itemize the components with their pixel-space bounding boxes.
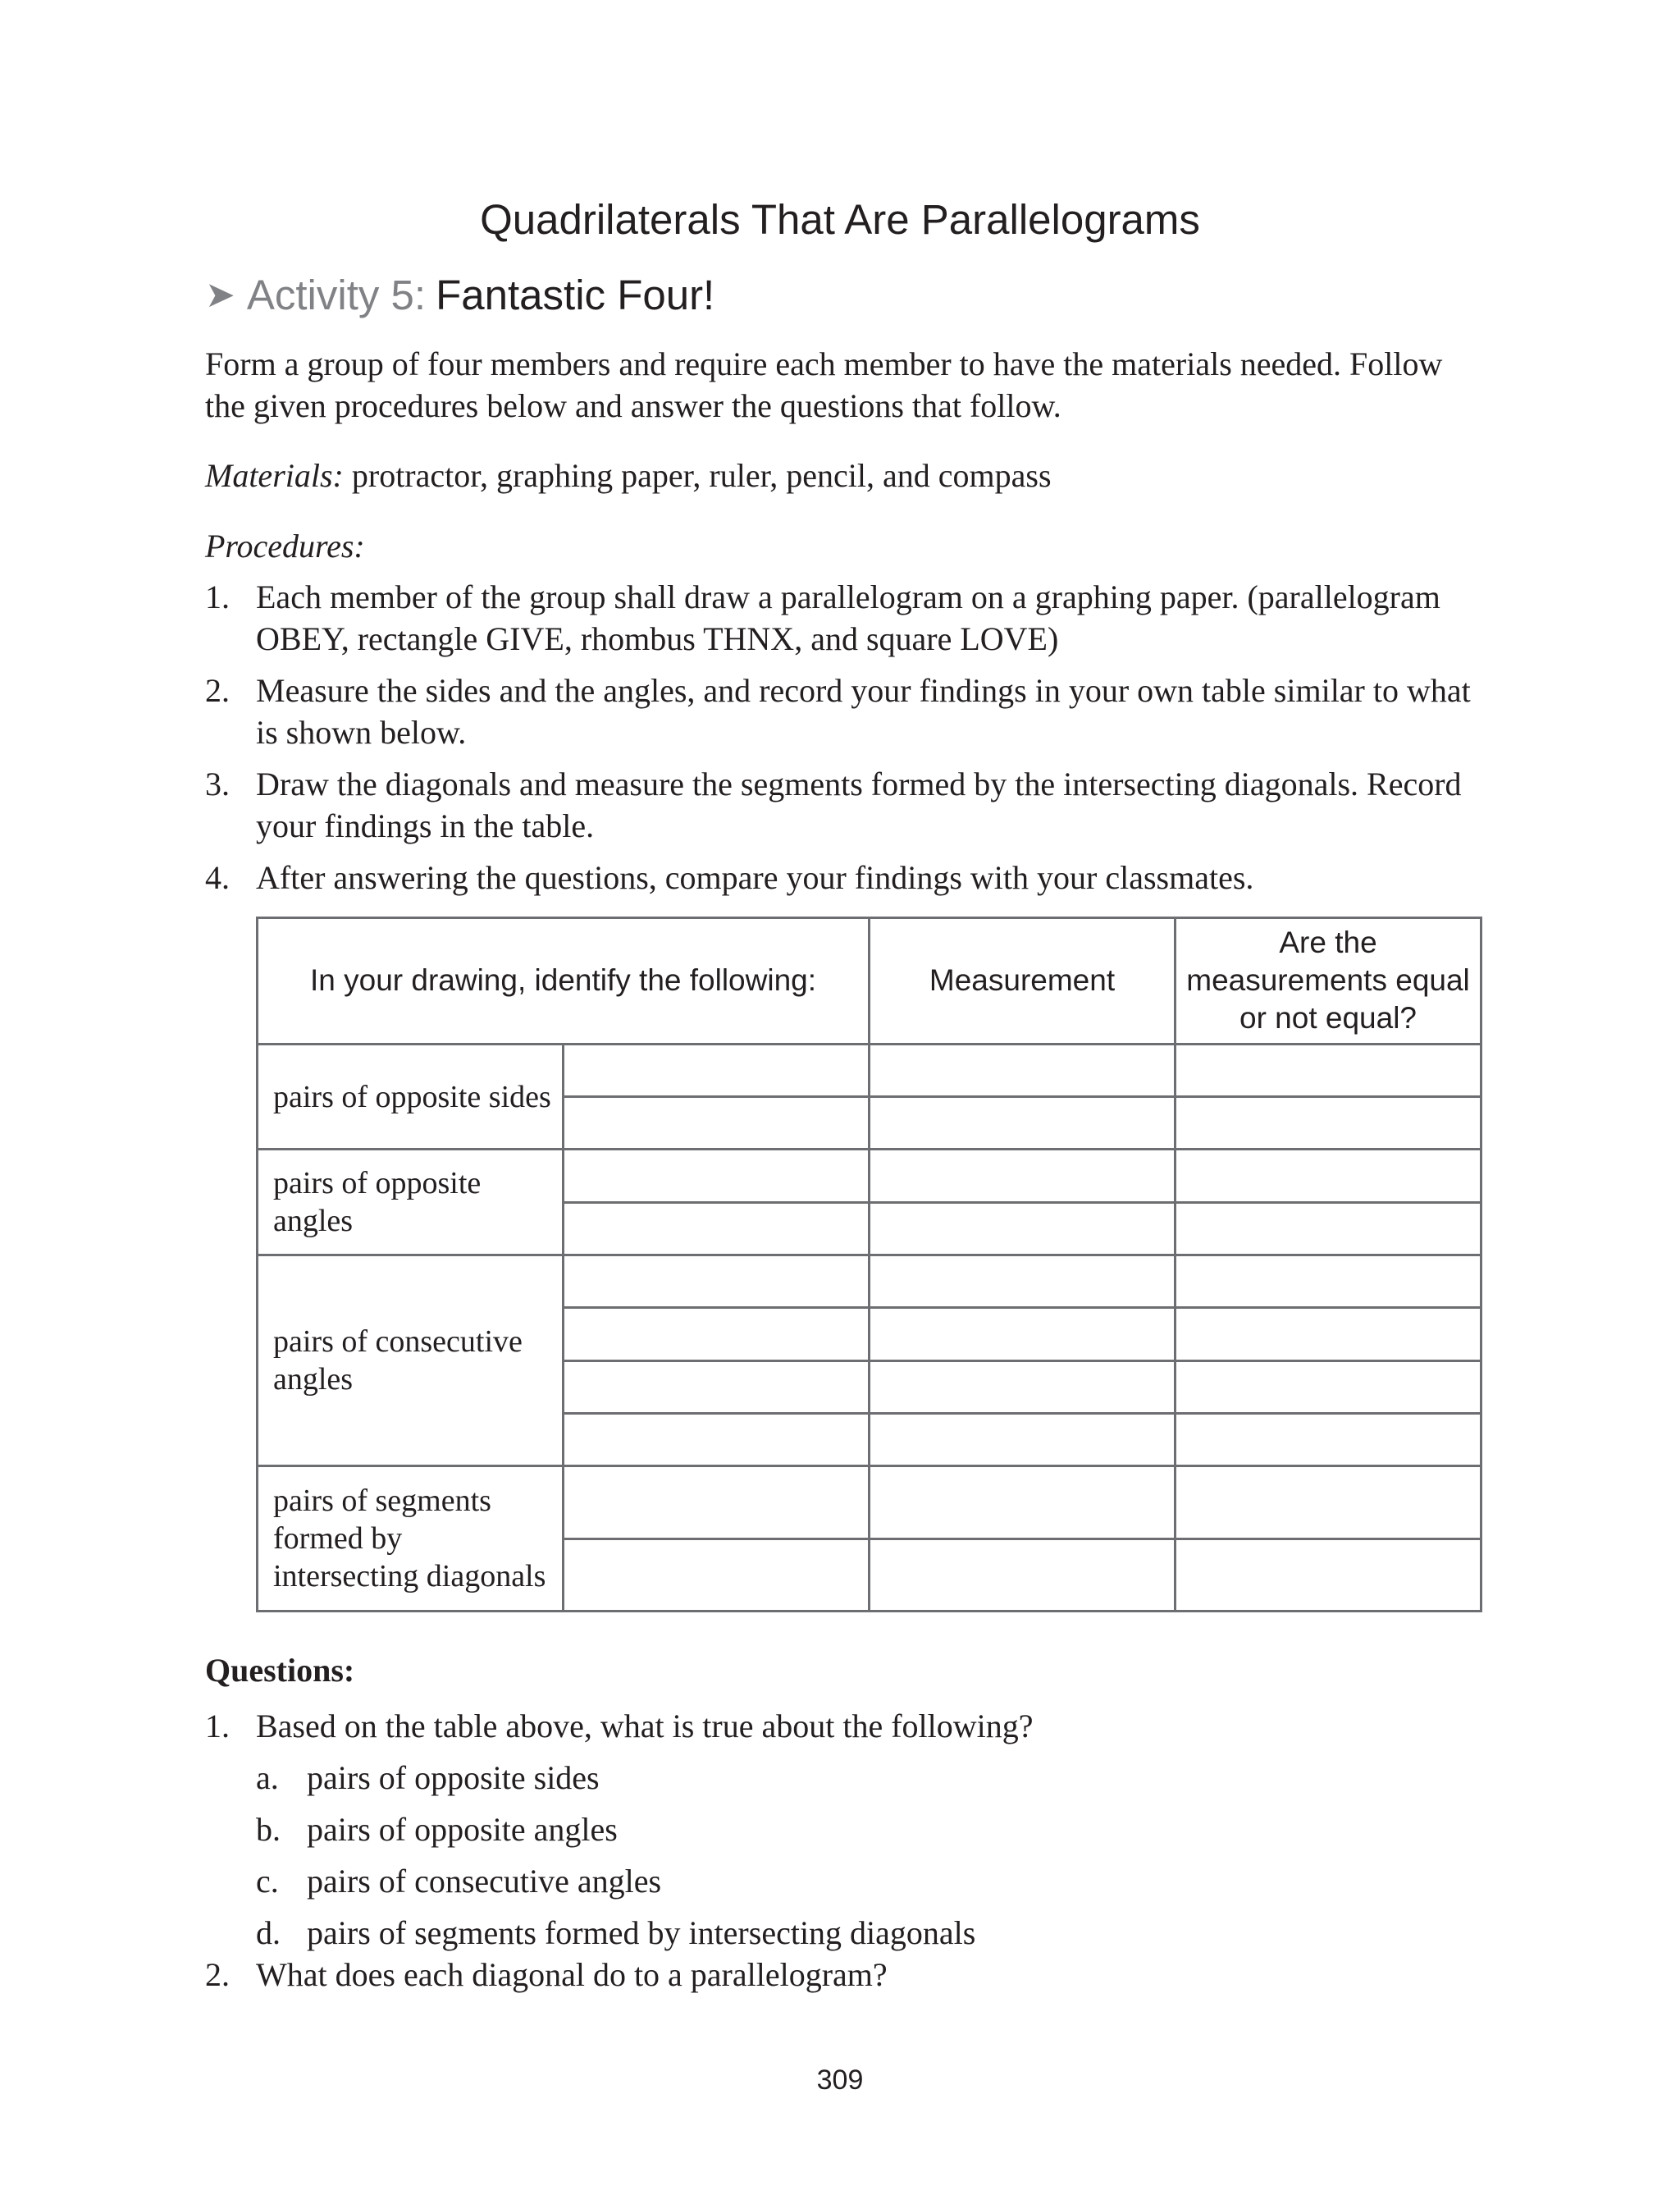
sub-question (256, 1808, 1485, 1850)
procedure-text: Draw the diagonals and measure the segments formed by the intersecting diagonals. Record your findings in the table. (256, 766, 1462, 844)
header-measurement: Measurement (870, 918, 1176, 1045)
row-label-opposite-angles: pairs of opposite angles (258, 1150, 564, 1255)
procedures-list (205, 576, 1485, 908)
measurement-cell[interactable] (870, 1202, 1176, 1255)
sub-question-letter: d. (256, 1914, 281, 1951)
activity-name: Fantastic Four! (436, 272, 715, 318)
equal-cell[interactable] (1176, 1097, 1481, 1150)
header-identify: In your drawing, identify the following: (258, 918, 870, 1045)
materials-line (205, 455, 1485, 496)
table-cell[interactable] (564, 1097, 870, 1150)
equal-cell[interactable] (1176, 1044, 1481, 1096)
procedure-text: Measure the sides and the angles, and record your findings in your own table similar to what is shown below. (256, 672, 1471, 751)
materials-text: protractor, graphing paper, ruler, pencil, and compass (351, 457, 1052, 494)
question-text: What does each diagonal do to a parallelogram? (256, 1956, 888, 1993)
question-number: 1. (205, 1708, 230, 1744)
procedure-number: 1. (205, 578, 230, 615)
table-cell[interactable] (564, 1044, 870, 1096)
measurement-cell[interactable] (870, 1413, 1176, 1465)
table-cell[interactable] (564, 1308, 870, 1360)
procedure-number: 3. (205, 766, 230, 802)
row-label-opposite-sides: pairs of opposite sides (258, 1044, 564, 1150)
sub-question-list (256, 1757, 1485, 1954)
equal-cell[interactable] (1176, 1538, 1481, 1612)
table-cell[interactable] (564, 1150, 870, 1202)
findings-table (256, 917, 1482, 1612)
table-cell[interactable] (564, 1255, 870, 1307)
activity-label: Activity 5: (246, 272, 427, 318)
measurement-cell[interactable] (870, 1150, 1176, 1202)
row-label-diagonal-segments: pairs of segments formed by intersecting diagonals (258, 1466, 564, 1612)
question-number: 2. (205, 1956, 230, 1993)
equal-cell[interactable] (1176, 1413, 1481, 1465)
procedure-number: 4. (205, 859, 230, 896)
equal-cell[interactable] (1176, 1202, 1481, 1255)
intro-paragraph: Form a group of four members and require each member to have the materials needed. Follow the given procedures below and answer the questions that follow. (205, 345, 1443, 424)
table-cell[interactable] (564, 1413, 870, 1465)
sub-question-text: pairs of segments formed by intersecting diagonals (307, 1914, 976, 1951)
sub-question-text: pairs of consecutive angles (307, 1863, 662, 1900)
sub-question-letter: a. (256, 1759, 279, 1796)
table-cell[interactable] (564, 1538, 870, 1612)
procedure-item (205, 763, 1485, 847)
sub-question-text: pairs of opposite sides (307, 1759, 600, 1796)
question-item (205, 1954, 1485, 1996)
measurement-cell[interactable] (870, 1538, 1176, 1612)
procedures-label: Procedures: (205, 528, 365, 565)
measurement-cell[interactable] (870, 1044, 1176, 1096)
activity-heading (205, 271, 714, 319)
question-item (205, 1705, 1485, 1954)
measurement-cell[interactable] (870, 1097, 1176, 1150)
question-text: Based on the table above, what is true about the following? (256, 1708, 1034, 1744)
page-title: Quadrilaterals That Are Parallelograms (480, 196, 1200, 243)
table-cell[interactable] (564, 1466, 870, 1538)
sub-question-text: pairs of opposite angles (307, 1811, 618, 1848)
questions-list (205, 1705, 1485, 2005)
equal-cell[interactable] (1176, 1255, 1481, 1307)
sub-question-letter: b. (256, 1811, 281, 1848)
measurement-cell[interactable] (870, 1255, 1176, 1307)
equal-cell[interactable] (1176, 1466, 1481, 1538)
equal-cell[interactable] (1176, 1360, 1481, 1413)
table-cell[interactable] (564, 1202, 870, 1255)
procedure-item (205, 576, 1485, 660)
procedure-item (205, 857, 1485, 898)
table-cell[interactable] (564, 1360, 870, 1413)
measurement-cell[interactable] (870, 1360, 1176, 1413)
header-equal: Are the measurements equal or not equal? (1176, 918, 1481, 1045)
materials-label: Materials: (205, 457, 344, 494)
sub-question (256, 1912, 1485, 1954)
equal-cell[interactable] (1176, 1308, 1481, 1360)
equal-cell[interactable] (1176, 1150, 1481, 1202)
procedure-item (205, 670, 1485, 753)
sub-question-letter: c. (256, 1863, 279, 1900)
page-number: 309 (816, 2064, 864, 2096)
sub-question (256, 1757, 1485, 1799)
row-label-consecutive-angles: pairs of consecutive angles (258, 1255, 564, 1465)
sub-question (256, 1860, 1485, 1902)
procedure-text: After answering the questions, compare your findings with your classmates. (256, 859, 1254, 896)
procedure-number: 2. (205, 672, 230, 709)
arrowhead-icon: ➤ (205, 275, 235, 315)
questions-heading: Questions: (205, 1652, 355, 1689)
measurement-cell[interactable] (870, 1466, 1176, 1538)
measurement-cell[interactable] (870, 1308, 1176, 1360)
procedure-text: Each member of the group shall draw a parallelogram on a graphing paper. (parallelogram OBEY, rectangle GIVE, rhombus THNX, and square LOVE) (256, 578, 1440, 657)
